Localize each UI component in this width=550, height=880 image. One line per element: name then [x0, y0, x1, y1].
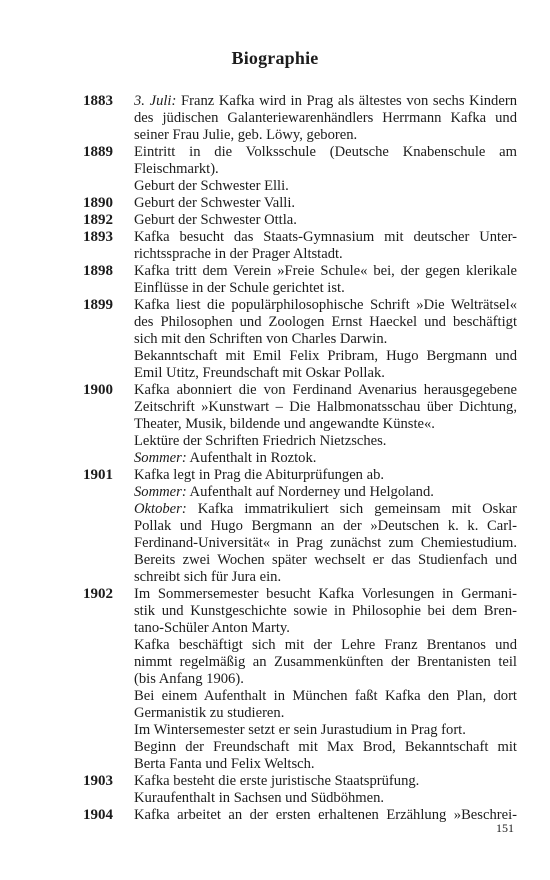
line-text: sich mit den Schriften von Charles Darwin.	[134, 331, 388, 347]
entry-text	[134, 773, 517, 807]
entry-line	[134, 161, 517, 178]
entry-line	[134, 195, 517, 212]
line-text: Pollak und Hugo Bergmann an der »Deutschen k. k. Carl-	[134, 518, 517, 534]
chronology-list	[83, 93, 517, 824]
entry-line	[134, 552, 517, 569]
line-text: Kuraufenthalt in Sachsen und Südböhmen.	[134, 790, 385, 806]
chronology-entry	[83, 382, 517, 467]
line-text: richtssprache in der Prager Altstadt.	[134, 246, 343, 262]
entry-line	[134, 382, 517, 399]
entry-line	[134, 535, 517, 552]
entry-text	[134, 382, 517, 467]
line-text: Kafka legt in Prag die Abiturprüfungen ab.	[134, 467, 385, 483]
line-text: Kafka abonniert die von Ferdinand Avenarius herausgegebene	[134, 382, 517, 398]
line-text: Im Sommersemester besucht Kafka Vorlesungen in Germani-	[134, 586, 517, 602]
entry-line	[134, 297, 517, 314]
chronology-entry	[83, 467, 517, 586]
chronology-entry	[83, 263, 517, 297]
entry-line	[134, 739, 517, 756]
entry-line	[134, 433, 517, 450]
entry-line	[134, 671, 517, 688]
chronology-entry	[83, 586, 517, 773]
line-text: Ferdinand-Universität« in Prag zunächst zum Chemiestudium.	[134, 535, 517, 551]
line-text: seiner Frau Julie, geb. Löwy, geboren.	[134, 127, 358, 143]
entry-line	[134, 620, 517, 637]
line-text: des jüdischen Galanteriewarenhändlers Herrmann Kafka und	[134, 110, 517, 126]
line-text: Aufenthalt auf Norderney und Helgoland.	[186, 484, 434, 500]
entry-line	[134, 569, 517, 586]
entry-line	[134, 756, 517, 773]
entry-line	[134, 807, 517, 824]
entry-line	[134, 603, 517, 620]
line-text: schreibt sich für Jura ein.	[134, 569, 282, 585]
line-text: Eintritt in die Volksschule (Deutsche Knabenschule am	[134, 144, 517, 160]
entry-year: 1892	[83, 212, 113, 228]
chronology-entry	[83, 144, 517, 195]
line-text: Germanistik zu studieren.	[134, 705, 285, 721]
entry-line	[134, 688, 517, 705]
entry-text	[134, 586, 517, 773]
entry-line	[134, 416, 517, 433]
date-label: 3. Juli:	[134, 93, 177, 109]
line-text: Kafka besucht das Staats-Gymnasium mit deutscher Unter-	[134, 229, 517, 245]
line-text: Kafka liest die populärphilosophische Schrift »Die Welträtsel«	[134, 297, 517, 313]
date-label: Sommer:	[134, 450, 187, 466]
chronology-entry	[83, 773, 517, 807]
line-text: Einflüsse in der Schule gerichtet ist.	[134, 280, 345, 296]
entry-line	[134, 331, 517, 348]
chronology-entry	[83, 229, 517, 263]
entry-line	[134, 280, 517, 297]
entry-line	[134, 637, 517, 654]
entry-year: 1901	[83, 467, 113, 483]
line-text: Kafka arbeitet an der ersten erhaltenen Erzählung »Beschrei-	[134, 807, 517, 823]
line-text: Geburt der Schwester Elli.	[134, 178, 289, 194]
entry-year: 1899	[83, 297, 113, 313]
entry-line	[134, 314, 517, 331]
entry-text	[134, 144, 517, 195]
line-text: nimmt regelmäßig an Zusammenkünften der Brentanisten teil	[134, 654, 517, 670]
line-text: Berta Fanta und Felix Weltsch.	[134, 756, 315, 772]
chronology-entry	[83, 297, 517, 382]
entry-line	[134, 450, 517, 467]
entry-text	[134, 467, 517, 586]
entry-year: 1890	[83, 195, 113, 211]
entry-line	[134, 93, 517, 110]
line-text: Kafka tritt dem Verein »Freie Schule« bei, der gegen klerikale	[134, 263, 517, 279]
entry-line	[134, 484, 517, 501]
entry-text	[134, 297, 517, 382]
line-text: Beginn der Freundschaft mit Max Brod, Bekanntschaft mit	[134, 739, 517, 755]
entry-line	[134, 365, 517, 382]
page-number: 151	[496, 821, 514, 835]
line-text: (bis Anfang 1906).	[134, 671, 244, 687]
date-label: Sommer:	[134, 484, 187, 500]
entry-line	[134, 467, 517, 484]
line-text: Geburt der Schwester Valli.	[134, 195, 296, 211]
entry-line	[134, 263, 517, 280]
chronology-entry	[83, 212, 517, 229]
line-text: Emil Utitz, Freundschaft mit Oskar Pollak.	[134, 365, 385, 381]
entry-year: 1904	[83, 807, 113, 823]
chronology-entry	[83, 195, 517, 212]
entry-line	[134, 178, 517, 195]
entry-text	[134, 195, 517, 212]
line-text: Geburt der Schwester Ottla.	[134, 212, 297, 228]
line-text: Zeitschrift »Kunstwart – Die Halbmonatsschau über Dichtung,	[134, 399, 517, 415]
entry-line	[134, 501, 517, 518]
chronology-entry	[83, 807, 517, 824]
line-text: Kafka immatrikuliert sich gemeinsam mit Oskar	[186, 501, 517, 517]
entry-text	[134, 263, 517, 297]
entry-line	[134, 586, 517, 603]
line-text: Lektüre der Schriften Friedrich Nietzsches.	[134, 433, 387, 449]
entry-year: 1883	[83, 93, 113, 109]
entry-line	[134, 144, 517, 161]
entry-line	[134, 127, 517, 144]
chronology-entry	[83, 93, 517, 144]
entry-year: 1898	[83, 263, 113, 279]
entry-year: 1902	[83, 586, 113, 602]
line-text: Im Wintersemester setzt er sein Jurastudium in Prag fort.	[134, 722, 466, 738]
entry-year: 1903	[83, 773, 113, 789]
entry-line	[134, 348, 517, 365]
entry-line	[134, 773, 517, 790]
entry-year: 1889	[83, 144, 113, 160]
line-text: Fleischmarkt).	[134, 161, 219, 177]
entry-text	[134, 93, 517, 144]
line-text: Franz Kafka wird in Prag als ältestes von sechs Kindern	[176, 93, 517, 109]
entry-line	[134, 229, 517, 246]
line-text: Theater, Musik, bildende und angewandte Künste«.	[134, 416, 435, 432]
entry-text	[134, 229, 517, 263]
page-title: Biographie	[231, 48, 319, 68]
entry-line	[134, 722, 517, 739]
entry-line	[134, 654, 517, 671]
line-text: Bereits zwei Wochen später wechselt er das Studienfach und	[134, 552, 517, 568]
entry-line	[134, 705, 517, 722]
entry-text	[134, 807, 517, 824]
entry-line	[134, 518, 517, 535]
line-text: stik und Kunstgeschichte sowie in Philosophie bei dem Bren-	[134, 603, 517, 619]
line-text: tano-Schüler Anton Marty.	[134, 620, 290, 636]
line-text: Aufenthalt in Roztok.	[186, 450, 317, 466]
line-text: Bekanntschaft mit Emil Felix Pribram, Hugo Bergmann und	[134, 348, 517, 364]
entry-line	[134, 246, 517, 263]
entry-line	[134, 399, 517, 416]
line-text: Bei einem Aufenthalt in München faßt Kafka den Plan, dort	[134, 688, 517, 704]
entry-text	[134, 212, 517, 229]
line-text: Kafka besteht die erste juristische Staatsprüfung.	[134, 773, 420, 789]
entry-year: 1893	[83, 229, 113, 245]
entry-line	[134, 110, 517, 127]
line-text: Kafka beschäftigt sich mit der Lehre Franz Brentanos und	[134, 637, 517, 653]
entry-line	[134, 790, 517, 807]
entry-line	[134, 212, 517, 229]
date-label: Oktober:	[134, 501, 187, 517]
line-text: des Philosophen und Zoologen Ernst Haeckel und beschäftigt	[134, 314, 517, 330]
entry-year: 1900	[83, 382, 113, 398]
